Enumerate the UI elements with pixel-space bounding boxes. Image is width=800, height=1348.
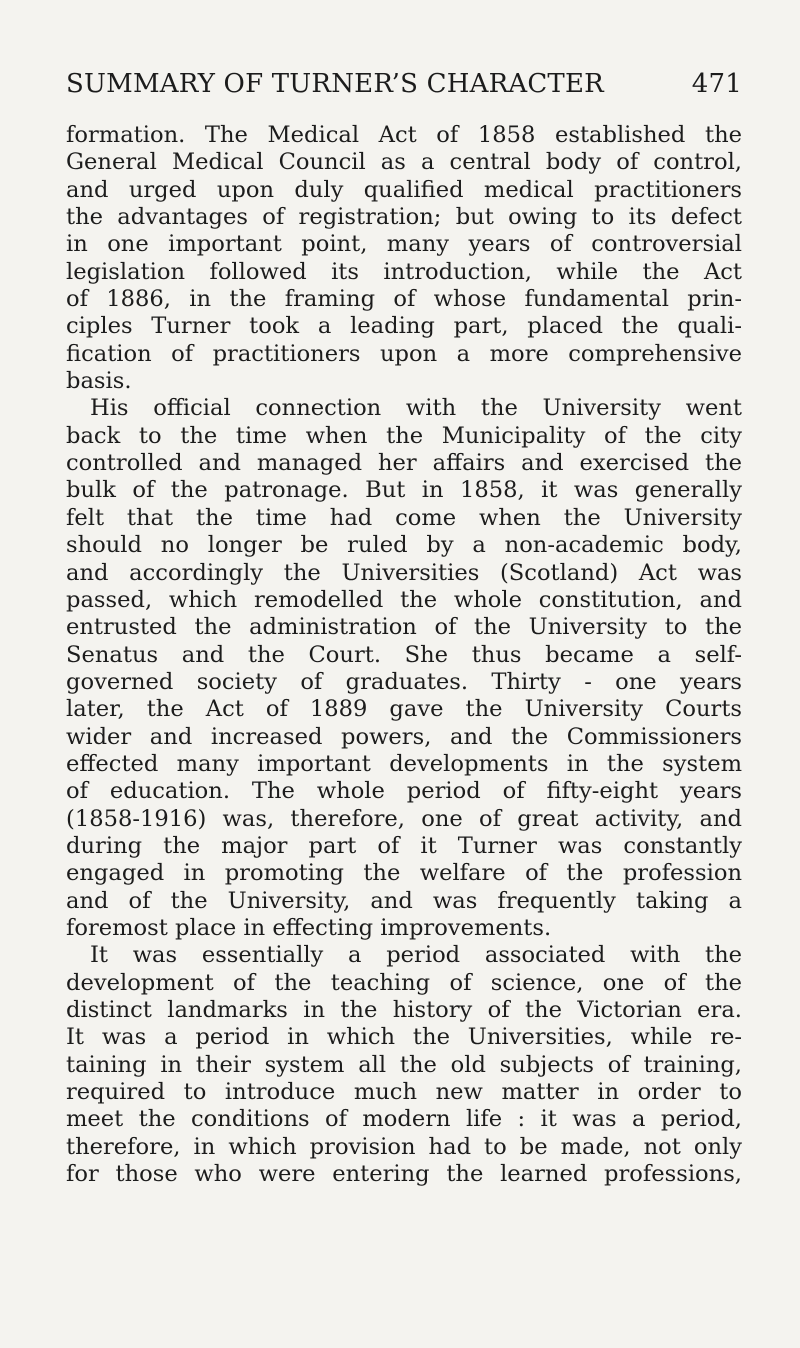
text-line: bulk of the patronage. But in 1858, it was generally bbox=[66, 477, 742, 504]
text-line: later, the Act of 1889 gave the University Courts bbox=[66, 696, 742, 723]
text-line: It was essentially a period associated with the bbox=[90, 942, 742, 969]
text-line: effected many important developments in the system bbox=[66, 750, 742, 777]
text-line: distinct landmarks in the history of the Victorian era. bbox=[66, 997, 742, 1023]
text-line: felt that the time had come when the University bbox=[66, 504, 742, 531]
text-line: It was a period in which the Universities, while re- bbox=[66, 1024, 742, 1051]
text-line: therefore, in which provision had to be made, not only bbox=[66, 1133, 742, 1160]
running-title: SUMMARY OF TURNER’S CHARACTER bbox=[66, 69, 604, 99]
text-line: required to introduce much new matter in order to bbox=[66, 1079, 742, 1106]
text-line: development of the teaching of science, one of the bbox=[66, 969, 742, 996]
text-line: passed, which remodelled the whole constitution, and bbox=[66, 586, 742, 613]
text-line: of 1886, in the framing of whose fundamental prin- bbox=[66, 286, 742, 313]
text-line: foremost place in effecting improvements. bbox=[66, 914, 552, 941]
text-line: meet the conditions of modern life : it was a period, bbox=[66, 1106, 742, 1133]
text-line: back to the time when the Municipality of the city bbox=[66, 422, 742, 449]
text-line: His official connection with the University went bbox=[90, 395, 742, 422]
text-line: formation. The Medical Act of 1858 established the bbox=[66, 122, 742, 148]
text-line: controlled and managed her affairs and exercised the bbox=[66, 450, 742, 477]
text-line: and urged upon duly qualified medical practitioners bbox=[66, 176, 742, 203]
text-line: should no longer be ruled by a non-academic body, bbox=[66, 532, 742, 559]
body-text bbox=[66, 122, 742, 1188]
text-line: legislation followed its introduction, while the Act bbox=[66, 258, 742, 285]
page-number: 471 bbox=[691, 69, 742, 99]
text-line: during the major part of it Turner was constantly bbox=[66, 832, 742, 859]
text-line: and of the University, and was frequently taking a bbox=[66, 887, 742, 914]
text-line: taining in their system all the old subjects of training, bbox=[66, 1051, 742, 1078]
text-line: (1858-1916) was, therefore, one of great activity, and bbox=[66, 805, 742, 832]
text-line: wider and increased powers, and the Commissioners bbox=[66, 723, 742, 750]
text-line: Senatus and the Court. She thus became a self- bbox=[66, 641, 742, 668]
text-line: the advantages of registration; but owing to its defect bbox=[66, 204, 742, 231]
text-line: for those who were entering the learned professions, bbox=[66, 1161, 742, 1188]
text-line: and accordingly the Universities (Scotland) Act was bbox=[66, 559, 742, 586]
text-line: ciples Turner took a leading part, placed the quali- bbox=[66, 313, 742, 340]
running-head bbox=[66, 64, 742, 104]
text-line: basis. bbox=[66, 368, 132, 395]
text-line: in one important point, many years of controversial bbox=[66, 231, 742, 258]
text-line: of education. The whole period of fifty-eight years bbox=[66, 778, 742, 805]
text-line: governed society of graduates. Thirty - one years bbox=[66, 668, 742, 695]
text-line: fication of practitioners upon a more comprehensive bbox=[66, 340, 742, 367]
text-line: entrusted the administration of the University to the bbox=[66, 614, 742, 641]
text-line: engaged in promoting the welfare of the profession bbox=[66, 860, 742, 887]
text-line: General Medical Council as a central body of control, bbox=[66, 149, 742, 176]
